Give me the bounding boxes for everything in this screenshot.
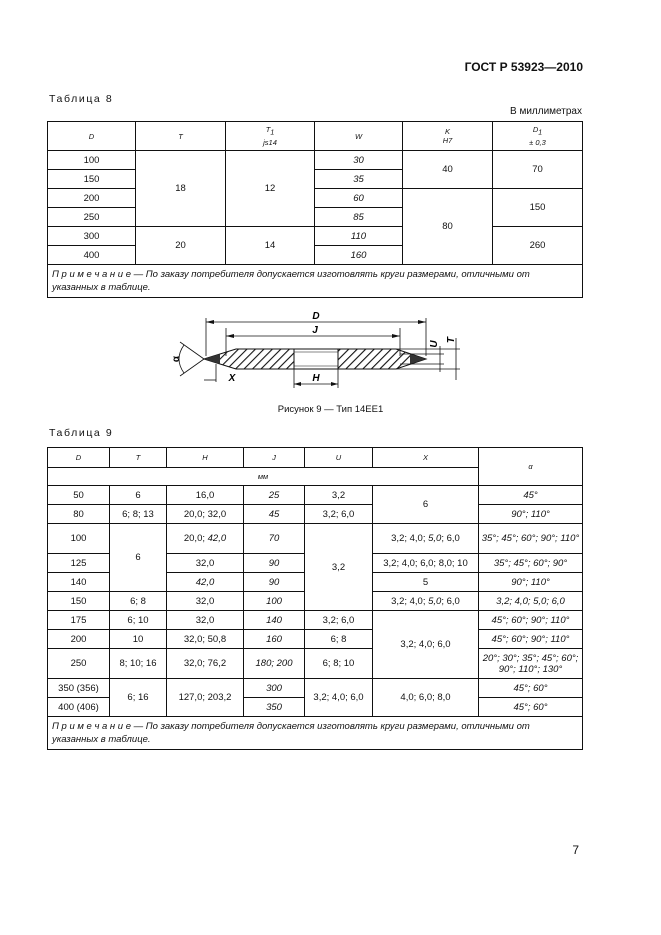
t9-t: 10	[110, 630, 167, 649]
t8-k: 80	[403, 189, 493, 265]
table9-note	[48, 717, 583, 750]
table9-note-row	[48, 717, 583, 750]
t9-x-part: ; 6,0	[441, 595, 460, 607]
t9-h: 32,0	[167, 554, 244, 573]
t9-alpha: 45°; 60°	[479, 698, 583, 717]
t9-j: 100	[244, 592, 305, 611]
label-h: H	[312, 373, 320, 384]
table8-units: В миллиметрах	[510, 106, 582, 117]
t8-w: 35	[315, 170, 403, 189]
t9-j: 90	[244, 554, 305, 573]
t8-t: 18	[136, 151, 226, 227]
t9-h	[167, 524, 244, 554]
t9-alpha: 3,2; 4,0; 5,0; 6,0	[479, 592, 583, 611]
t9-j: 140	[244, 611, 305, 630]
t9-u: 3,2; 6,0	[305, 505, 373, 524]
t9-alpha: 35°; 45°; 60°; 90°; 110°	[479, 524, 583, 554]
arrow	[294, 382, 301, 386]
t9-alpha: 35°; 45°; 60°; 90°	[479, 554, 583, 573]
t9-h-x: X	[373, 448, 479, 468]
t9-d: 250	[48, 649, 110, 679]
t9-alpha: 45°; 60°	[479, 679, 583, 698]
t9-x-part-italic: 5,0	[428, 595, 442, 607]
table-row	[48, 505, 583, 524]
t9-d: 175	[48, 611, 110, 630]
t9-x	[373, 524, 479, 554]
page-number: 7	[572, 843, 579, 857]
table-row	[48, 649, 583, 679]
t9-u: 6; 8	[305, 630, 373, 649]
t8-w: 60	[315, 189, 403, 208]
t9-x: 3,2; 4,0; 6,0; 8,0; 10	[373, 554, 479, 573]
t9-u: 6; 8; 10	[305, 649, 373, 679]
t9-x-part: 3,2; 4,0;	[391, 595, 429, 607]
t9-t: 6	[110, 486, 167, 505]
t9-u: 3,2; 4,0; 6,0	[305, 679, 373, 717]
t8-t1: 14	[226, 227, 315, 265]
t9-x: 4,0; 6,0; 8,0	[373, 679, 479, 717]
t9-u: 3,2	[305, 486, 373, 505]
t9-d: 140	[48, 573, 110, 592]
t8-h-t1-main: T	[265, 125, 271, 135]
t8-t1: 12	[226, 151, 315, 227]
t9-alpha: 90°; 110°	[479, 505, 583, 524]
t9-h: 32,0	[167, 592, 244, 611]
t9-h-j: J	[244, 448, 305, 468]
t9-j: 25	[244, 486, 305, 505]
table9-header-row	[48, 448, 583, 468]
label-j: J	[312, 325, 318, 336]
table8-header-row	[48, 122, 583, 151]
table-row	[48, 486, 583, 505]
t8-h-k	[403, 122, 493, 151]
table8-note	[48, 265, 583, 298]
t8-d: 100	[48, 151, 136, 170]
figure-14ee1	[160, 308, 480, 394]
t9-h-u: U	[305, 448, 373, 468]
t9-d: 150	[48, 592, 110, 611]
t9-j: 45	[244, 505, 305, 524]
angle-line	[180, 342, 204, 359]
table-row	[48, 630, 583, 649]
t8-h-t1	[226, 122, 315, 151]
right-tip	[410, 354, 426, 364]
table-row	[48, 611, 583, 630]
t8-w: 30	[315, 151, 403, 170]
t8-d: 250	[48, 208, 136, 227]
t8-w: 110	[315, 227, 403, 246]
t9-alpha: 20°; 30°; 35°; 45°; 60°; 90°; 110°; 130°	[479, 649, 583, 679]
table-row	[48, 151, 583, 170]
t8-d1: 150	[493, 189, 583, 227]
t9-d: 350 (356)	[48, 679, 110, 698]
t9-d: 125	[48, 554, 110, 573]
t9-j: 300	[244, 679, 305, 698]
t9-h-part: 20,0;	[183, 533, 208, 544]
standard-header: ГОСТ Р 53923—2010	[464, 60, 583, 74]
t8-d: 200	[48, 189, 136, 208]
t9-x	[373, 592, 479, 611]
table8-caption: Таблица 8	[49, 93, 114, 105]
t9-u: 3,2; 6,0	[305, 611, 373, 630]
t8-d1: 260	[493, 227, 583, 265]
t8-d: 400	[48, 246, 136, 265]
arrow	[392, 334, 400, 338]
t9-t: 8; 10; 16	[110, 649, 167, 679]
t9-h: 16,0	[167, 486, 244, 505]
t9-j: 70	[244, 524, 305, 554]
arrow	[226, 334, 234, 338]
t9-d: 100	[48, 524, 110, 554]
t9-t: 6	[110, 524, 167, 592]
t9-h-d: D	[48, 448, 110, 468]
t8-h-k-main: K	[444, 127, 450, 136]
t8-h-d1	[493, 122, 583, 151]
arrow	[206, 320, 214, 324]
t8-t: 20	[136, 227, 226, 265]
t8-h-d: D	[48, 122, 136, 151]
t9-h-mm: мм	[48, 468, 479, 486]
t8-note-text: — По заказу потребителя допускается изготовлять круги размерами, отличными от указанных в таблице.	[52, 269, 530, 293]
t8-h-t1-tol: js14	[263, 137, 277, 147]
label-alpha: α	[171, 355, 182, 363]
table8-note-row	[48, 265, 583, 298]
t9-d: 80	[48, 505, 110, 524]
table9	[47, 447, 583, 750]
t9-t: 6; 8; 13	[110, 505, 167, 524]
t9-x: 5	[373, 573, 479, 592]
t8-h-w: W	[315, 122, 403, 151]
t9-t: 6; 10	[110, 611, 167, 630]
t8-h-t: T	[136, 122, 226, 151]
table9-caption: Таблица 9	[49, 427, 114, 439]
angle-line	[180, 359, 204, 376]
figure-caption: Рисунок 9 — Тип 14ЕЕ1	[277, 404, 384, 415]
t9-j: 90	[244, 573, 305, 592]
t9-t: 6; 8	[110, 592, 167, 611]
t9-h: 32,0; 50,8	[167, 630, 244, 649]
t9-d: 400 (406)	[48, 698, 110, 717]
t9-alpha: 45°	[479, 486, 583, 505]
t8-h-d1-tol: ± 0,3	[529, 137, 546, 147]
t9-alpha: 45°; 60°; 90°; 110°	[479, 630, 583, 649]
t9-j: 350	[244, 698, 305, 717]
table-row	[48, 524, 583, 554]
arrow	[418, 320, 426, 324]
t9-x: 6	[373, 486, 479, 524]
t9-h-alpha: α	[479, 448, 583, 486]
label-u: U	[429, 340, 440, 348]
t9-h: 127,0; 203,2	[167, 679, 244, 717]
t9-h-h: H	[167, 448, 244, 468]
t8-h-d1-sub: 1	[538, 129, 543, 137]
t9-d: 50	[48, 486, 110, 505]
arrow	[331, 382, 338, 386]
table-row	[48, 227, 583, 246]
t9-h: 32,0	[167, 611, 244, 630]
t9-alpha: 90°; 110°	[479, 573, 583, 592]
t9-j: 180; 200	[244, 649, 305, 679]
t9-note-text: — По заказу потребителя допускается изготовлять круги размерами, отличными от указанных в таблице.	[52, 721, 530, 745]
t8-h-t1-sub: 1	[270, 129, 275, 137]
t9-x-part: ; 6,0	[441, 533, 460, 544]
t8-d: 150	[48, 170, 136, 189]
t8-h-d1-main: D	[532, 125, 539, 135]
t8-d: 300	[48, 227, 136, 246]
t9-alpha: 45°; 60°; 90°; 110°	[479, 611, 583, 630]
t9-h: 42,0	[167, 573, 244, 592]
t8-k: 40	[403, 151, 493, 189]
t9-h-t: T	[110, 448, 167, 468]
t9-x-part: 3,2; 4,0;	[391, 533, 429, 544]
t9-h: 32,0; 76,2	[167, 649, 244, 679]
t8-d1: 70	[493, 151, 583, 189]
t9-x: 3,2; 4,0; 6,0	[373, 611, 479, 679]
t8-h-k-tol: H7	[442, 136, 453, 145]
t8-note-label: П р и м е ч а н и е	[52, 269, 131, 280]
t9-h: 20,0; 32,0	[167, 505, 244, 524]
t9-note-label: П р и м е ч а н и е	[52, 721, 131, 732]
t9-h-part-italic: 42,0	[207, 533, 227, 544]
t9-d: 200	[48, 630, 110, 649]
table-row	[48, 679, 583, 698]
t9-j: 160	[244, 630, 305, 649]
t9-t: 6; 16	[110, 679, 167, 717]
t9-u: 3,2	[305, 524, 373, 611]
table-row	[48, 189, 583, 208]
t9-x-part-italic: 5,0	[428, 533, 442, 544]
label-t: T	[446, 336, 457, 344]
t8-w: 85	[315, 208, 403, 227]
label-x: X	[228, 373, 236, 384]
label-d: D	[312, 311, 320, 322]
table8	[47, 121, 583, 298]
t8-w: 160	[315, 246, 403, 265]
